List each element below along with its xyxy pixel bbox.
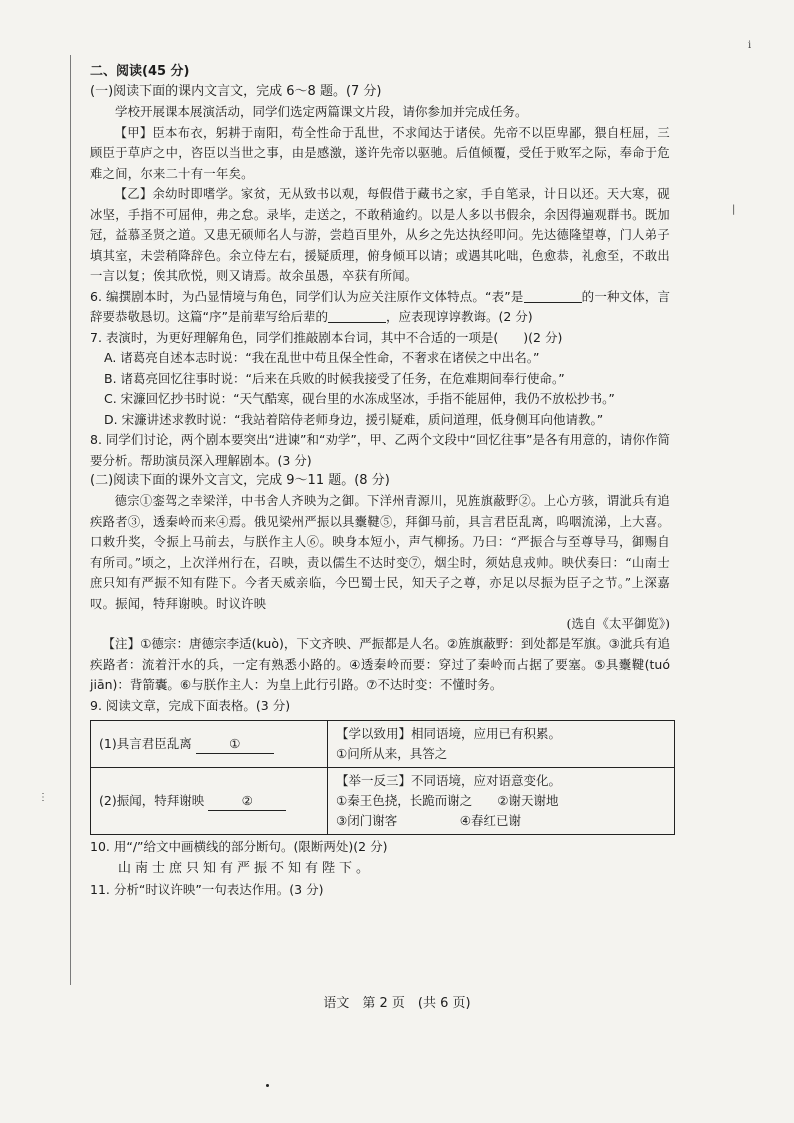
q7-option-a: A. 诸葛亮自述本志时说：“我在乱世中苟且保全性命，不奢求在诸侯之中出名。” [104, 350, 540, 365]
q9-row2-line2 [336, 811, 666, 831]
q9-row1-example: ①问所从来，具答之 [336, 746, 448, 761]
q7-option-b: B. 诸葛亮回忆往事时说：“后来在兵败的时候我接受了任务，在危难期间奉行使命。” [104, 370, 565, 386]
q9-blank-1[interactable]: ① [196, 737, 274, 754]
q10-sentence: 山南士庶只知有严振不知有陛下。 [118, 860, 374, 876]
question-8: 8. 同学们讨论，两个剧本要突出“进谏”和“劝学”，甲、乙两个文段中“回忆往事”是各有用意的，请你作简要分析。帮助演员深入理解剧本。(3 分) [90, 432, 670, 468]
question-7-stem: 7. 表演时，为更好理解角色，同学们推敲剧本台词，其中不合适的一项是( )(2 分) [90, 329, 563, 345]
q6-text-a: 6. 编撰剧本时，为凸显情境与角色，同学们认为应关注原作文体特点。“表”是 [90, 288, 524, 304]
q9-row1-label: (1)具言君臣乱离 [99, 736, 192, 751]
part2-title: (二)阅读下面的课外文言文，完成 9～11 题。(8 分) [90, 473, 390, 488]
passage-notes: 【注】①德宗：唐德宗李适(kuò)，下文齐映、严振都是人名。②旌旗蔽野：到处都是军旗。③泚兵有追疾路者：流着汗水的兵，一定有熟悉小路的。④透秦岭而要：穿过了秦岭而占据了要塞。⑤具櫜鞬(tuó jiān)：背箭囊。⑥与朕作主人：为皇上此行引路。⑦不达时变：不懂时务。 [90, 636, 670, 692]
q9-option-4: ④春红已谢 [459, 813, 521, 828]
q9-row-1 [91, 721, 675, 768]
q9-row2-label: (2)振闻，特拜谢映 [99, 793, 205, 808]
q6-text-b: 的一种文体，言辞要恭敬恳切。这篇“序”是前辈写给后辈的 [90, 288, 670, 324]
q9-row-2 [91, 768, 675, 835]
q9-row2-right [328, 768, 675, 835]
q9-option-3: ③闭门谢客 [336, 813, 398, 828]
passage-jia: 【甲】臣本布衣，躬耕于南阳，苟全性命于乱世，不求闻达于诸侯。先帝不以臣卑鄙，猥自枉屈，三顾臣于草庐之中，咨臣以当世之事，由是感激，遂许先帝以驱驰。后值倾覆，受任于败军之际，奉命于危难之间，尔来二十有一年矣。 [90, 125, 670, 181]
part1-title: (一)阅读下面的课内文言文，完成 6～8 题。(7 分) [90, 84, 382, 99]
question-9-stem: 9. 阅读文章，完成下面表格。(3 分) [90, 697, 291, 713]
q7-option-c: C. 宋濂回忆抄书时说：“天气酷寒，砚台里的水冻成坚冰，手指不能屈伸，我仍不放松抄书。” [104, 391, 615, 406]
left-margin-line [70, 55, 71, 985]
q9-row1-left [91, 721, 328, 768]
margin-tick: | [732, 204, 736, 215]
exam-page [90, 62, 670, 900]
q9-option-1: ①秦王色挠，长跪而谢之 [336, 793, 473, 808]
section-title: 二、阅读(45 分) [90, 64, 190, 79]
passage-yi: 【乙】余幼时即嗜学。家贫，无从致书以观，每假借于藏书之家，手自笔录，计日以还。天大寒，砚冰坚，手指不可屈伸，弗之怠。录毕，走送之，不敢稍逾约。以是人多以书假余，余因得遍观群书。既加冠，益慕圣贤之道。又患无硕师名人与游，尝趋百里外，从乡之先达执经叩问。先达德隆望尊，门人弟子填其室，未尝稍降辞色。余立侍左右，援疑质理，俯身倾耳以请；或遇其叱咄，色愈恭，礼愈至，不敢出一言以复；俟其欣悦，则又请焉。故余虽愚，卒获有所闻。 [90, 187, 670, 283]
q9-row2-left [91, 768, 328, 835]
margin-dots: ⋮ [38, 792, 48, 803]
passage-source: (选自《太平御览》) [566, 616, 670, 631]
passage-extra: 德宗①銮驾之幸梁洋，中书舍人齐映为之御。下洋州青源川，见旌旗蔽野②。上心方骇，谓泚兵有追疾路者③，透秦岭而来④焉。俄见梁州严振以具櫜鞬⑤，拜御马前，具言君臣乱离，呜咽流涕，上大喜。口敕升奖，令振上马前去，与朕作主人⑥。映身本短小，声气柳扬。乃曰：“严振合与至尊导马，御赐自有所司。”顷之，上次洋州行在，召映，责以儒生不达时变⑦，烟尘时，须姑息戎帅。映伏奏曰：“山南士庶只知有严振不知有陛下。今者天威亲临，今巴蜀士民，知天子之尊，亦足以尽振为臣子之节。”上深嘉叹。振闻，特拜谢映。时议许映 [90, 494, 670, 611]
q9-blank-2[interactable]: ② [208, 794, 286, 811]
question-11-stem: 11. 分析“时议许映”一句表达作用。(3 分) [90, 881, 324, 897]
q6-blank-2[interactable] [328, 308, 386, 323]
q6-text-c: ，应表现谆谆教诲。(2 分) [385, 309, 533, 324]
question-10-stem: 10. 用“/”给文中画横线的部分断句。(限断两处)(2 分) [90, 839, 388, 854]
q9-row2-line1 [336, 791, 666, 811]
page-footer: 语文 第 2 页 (共 6 页) [323, 996, 471, 1011]
bottom-dot [266, 1084, 269, 1087]
q9-row2-title: 【举一反三】不同语境，应对语意变化。 [336, 773, 562, 788]
q7-option-d: D. 宋濂讲述求教时说：“我站着陪侍老师身边，援引疑难，质问道理，低身侧耳向他请教。” [104, 411, 604, 427]
corner-mark: i [748, 40, 752, 51]
q9-table [90, 720, 675, 835]
q6-blank-1[interactable] [524, 288, 582, 303]
question-6 [90, 287, 670, 328]
q9-row1-title: 【学以致用】相同语境，应用已有积累。 [336, 726, 562, 741]
q9-row1-right [328, 721, 675, 768]
part1-intro: 学校开展课本展演活动，同学们选定两篇课文片段，请你参加并完成任务。 [115, 104, 528, 119]
q9-option-2: ②谢天谢地 [497, 793, 559, 808]
